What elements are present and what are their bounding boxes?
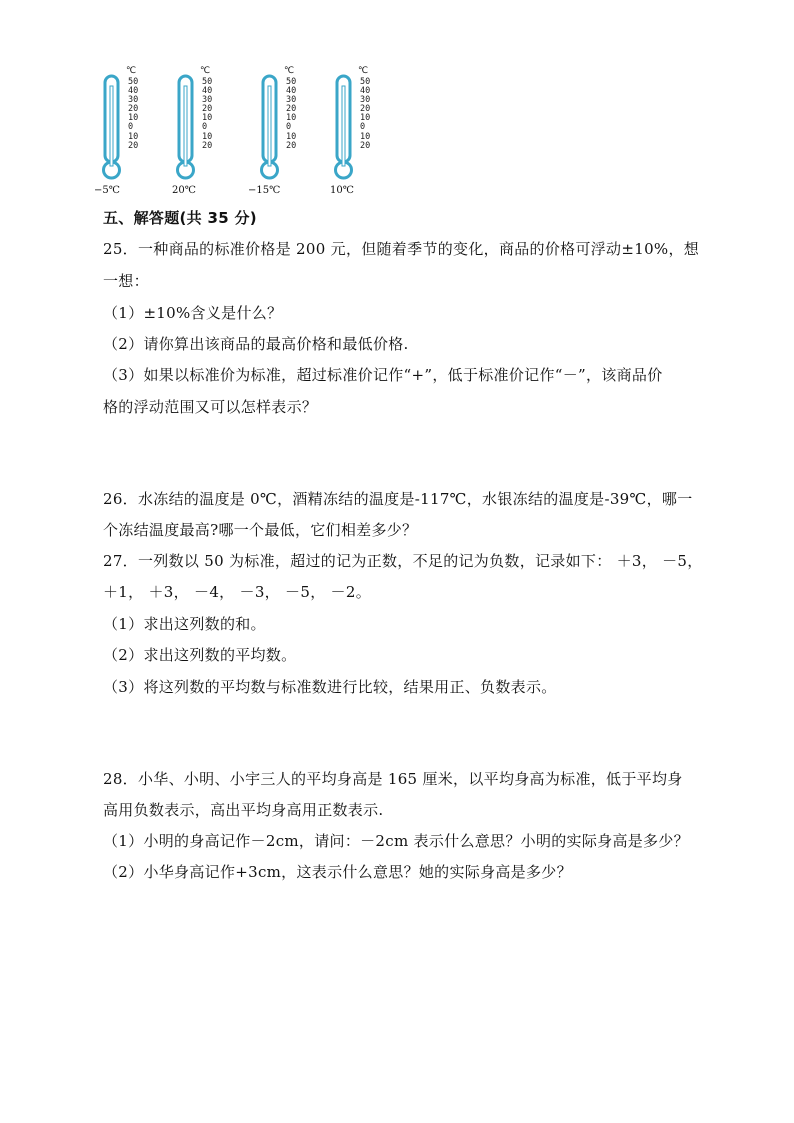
q25-sub-3b: 格的浮动范围又可以怎样表示？ [103, 398, 318, 416]
thermometer-1 [94, 66, 166, 202]
thermometer-1-scale: 50 40 30 20 10 0 10 20 [128, 77, 139, 151]
thermometer-4-scale: 50 40 30 20 10 0 10 20 [360, 77, 371, 151]
q27-sub-1: （1）求出这列数的和。 [103, 615, 266, 633]
thermometer-2-unit: ℃ [200, 66, 211, 76]
q26-line-1: 26．水冻结的温度是 0℃，酒精冻结的温度是-117℃，水银冻结的温度是-39℃，哪一 [103, 490, 693, 508]
section-heading: 五、解答题(共 35 分) [103, 209, 257, 227]
q28-line-2: 高用负数表示，高出平均身高用正数表示. [103, 801, 384, 819]
thermometer-4-graphic [328, 72, 358, 187]
thermometer-3-label: −15℃ [248, 185, 281, 196]
thermometer-3 [248, 66, 324, 202]
q28-line-1: 28．小华、小明、小宇三人的平均身高是 165 厘米，以平均身高为标准，低于平均身 [103, 770, 683, 788]
q25-sub-3a: （3）如果以标准价为标准，超过标准价记作“+”，低于标准价记作“－”，该商品价 [103, 366, 663, 384]
thermometer-1-label: −5℃ [94, 185, 120, 196]
q26-line-2: 个冻结温度最高?哪一个最低，它们相差多少？ [103, 521, 418, 539]
thermometer-4-unit: ℃ [358, 66, 369, 76]
thermometer-3-graphic [254, 72, 284, 187]
q25-sub-2: （2）请你算出该商品的最高价格和最低价格. [103, 335, 409, 353]
thermometer-2 [170, 66, 240, 202]
q25-sub-1: （1）±10%含义是什么？ [103, 304, 283, 322]
q27-line-1: 27．一列数以 50 为标准，超过的记为正数，不足的记为负数，记录如下： ＋3， －5， [103, 552, 703, 570]
q27-sub-2: （2）求出这列数的平均数。 [103, 646, 297, 664]
thermometer-3-unit: ℃ [284, 66, 295, 76]
thermometer-1-unit: ℃ [126, 66, 137, 76]
thermometer-3-scale: 50 40 30 20 10 0 10 20 [286, 77, 297, 151]
thermometer-2-scale: 50 40 30 20 10 0 10 20 [202, 77, 213, 151]
thermometer-2-label: 20℃ [172, 185, 196, 196]
thermometer-1-graphic [96, 72, 126, 187]
thermometer-4-label: 10℃ [330, 185, 354, 196]
thermometer-4 [328, 66, 398, 202]
q27-sub-3: （3）将这列数的平均数与标准数进行比较，结果用正、负数表示。 [103, 678, 557, 696]
q28-sub-1: （1）小明的身高记作－2cm，请问：－2cm 表示什么意思？小明的实际身高是多少？ [103, 832, 689, 850]
q28-sub-2: （2）小华身高记作+3cm，这表示什么意思？她的实际身高是多少？ [103, 863, 572, 881]
thermometer-2-graphic [170, 72, 200, 187]
q25-line-2: 一想： [103, 272, 149, 290]
q27-line-2: ＋1， ＋3， －4， －3， －5， －2。 [103, 583, 372, 601]
q25-line-1: 25．一种商品的标准价格是 200 元，但随着季节的变化，商品的价格可浮动±10%，想 [103, 240, 700, 258]
thermometer-figure [94, 66, 396, 202]
